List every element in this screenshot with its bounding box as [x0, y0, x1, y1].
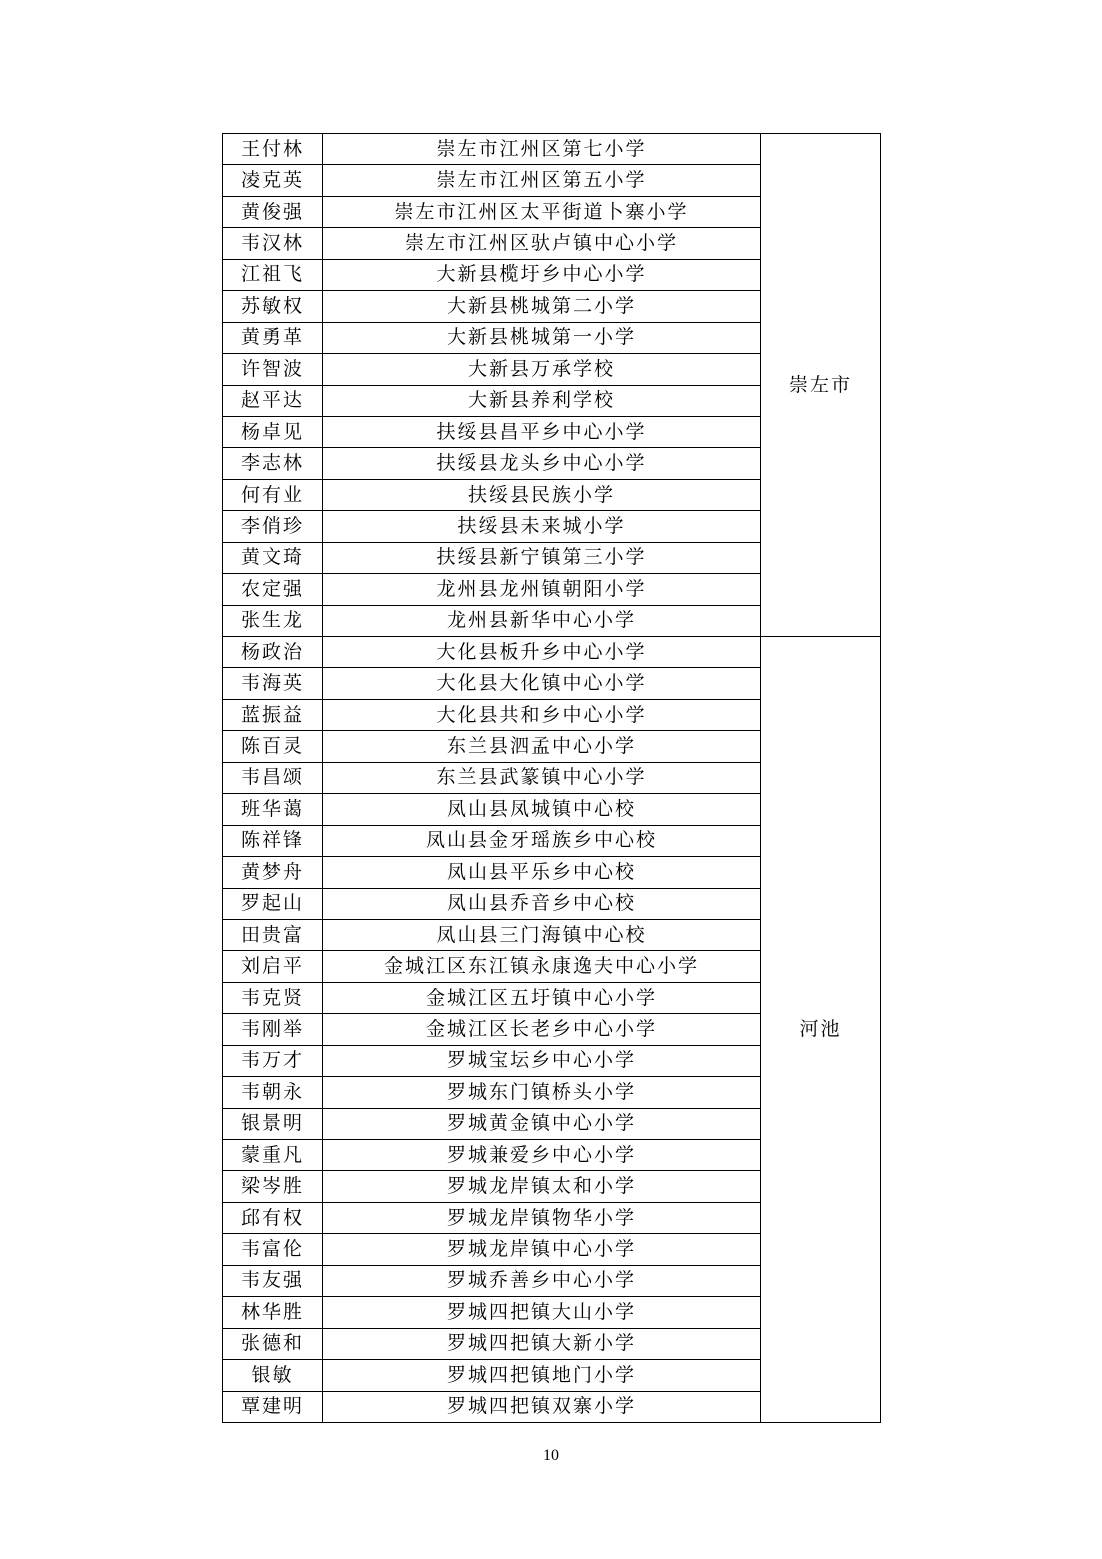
- school-cell: 罗城黄金镇中心小学: [323, 1108, 761, 1139]
- school-cell: 罗城兼爱乡中心小学: [323, 1140, 761, 1171]
- teacher-name-cell: 黄勇革: [223, 322, 323, 353]
- teacher-name-cell: 韦昌颂: [223, 762, 323, 793]
- school-cell: 罗城龙岸镇太和小学: [323, 1171, 761, 1202]
- school-cell: 大新县桃城第二小学: [323, 291, 761, 322]
- school-cell: 龙州县新华中心小学: [323, 605, 761, 636]
- teacher-name-cell: 覃建明: [223, 1391, 323, 1422]
- teacher-name-cell: 韦富伦: [223, 1234, 323, 1265]
- school-cell: 凤山县凤城镇中心校: [323, 794, 761, 825]
- school-cell: 大新县桃城第一小学: [323, 322, 761, 353]
- teacher-name-cell: 黄俊强: [223, 196, 323, 227]
- school-cell: 凤山县平乐乡中心校: [323, 857, 761, 888]
- school-cell: 金城江区长老乡中心小学: [323, 1014, 761, 1045]
- teacher-name-cell: 黄文琦: [223, 542, 323, 573]
- teacher-name-cell: 何有业: [223, 479, 323, 510]
- teacher-name-cell: 王付林: [223, 134, 323, 165]
- school-cell: 大化县大化镇中心小学: [323, 668, 761, 699]
- teacher-name-cell: 陈祥锋: [223, 825, 323, 856]
- teacher-name-cell: 邱有权: [223, 1202, 323, 1233]
- teacher-name-cell: 蓝振益: [223, 699, 323, 730]
- school-cell: 扶绥县昌平乡中心小学: [323, 416, 761, 447]
- roster-table: [222, 133, 881, 1423]
- school-cell: 扶绥县新宁镇第三小学: [323, 542, 761, 573]
- school-cell: 东兰县泗孟中心小学: [323, 731, 761, 762]
- teacher-name-cell: 班华蔼: [223, 794, 323, 825]
- school-cell: 大新县万承学校: [323, 354, 761, 385]
- teacher-name-cell: 韦朝永: [223, 1077, 323, 1108]
- school-cell: 罗城四把镇大山小学: [323, 1297, 761, 1328]
- teacher-name-cell: 苏敏权: [223, 291, 323, 322]
- table-row: [223, 134, 881, 165]
- teacher-name-cell: 张生龙: [223, 605, 323, 636]
- school-cell: 罗城乔善乡中心小学: [323, 1265, 761, 1296]
- school-cell: 东兰县武篆镇中心小学: [323, 762, 761, 793]
- teacher-name-cell: 陈百灵: [223, 731, 323, 762]
- teacher-name-cell: 梁岑胜: [223, 1171, 323, 1202]
- teacher-name-cell: 蒙重凡: [223, 1140, 323, 1171]
- school-cell: 凤山县三门海镇中心校: [323, 919, 761, 950]
- region-cell: 崇左市: [761, 134, 881, 637]
- teacher-name-cell: 罗起山: [223, 888, 323, 919]
- school-cell: 罗城宝坛乡中心小学: [323, 1045, 761, 1076]
- teacher-name-cell: 许智波: [223, 354, 323, 385]
- school-cell: 大化县共和乡中心小学: [323, 699, 761, 730]
- school-cell: 罗城四把镇双寨小学: [323, 1391, 761, 1422]
- teacher-name-cell: 韦海英: [223, 668, 323, 699]
- teacher-name-cell: 江祖飞: [223, 259, 323, 290]
- school-cell: 大新县养利学校: [323, 385, 761, 416]
- school-cell: 龙州县龙州镇朝阳小学: [323, 574, 761, 605]
- teacher-name-cell: 田贵富: [223, 919, 323, 950]
- teacher-name-cell: 李俏珍: [223, 511, 323, 542]
- school-cell: 罗城龙岸镇物华小学: [323, 1202, 761, 1233]
- teacher-name-cell: 刘启平: [223, 951, 323, 982]
- teacher-name-cell: 黄梦舟: [223, 857, 323, 888]
- school-cell: 扶绥县未来城小学: [323, 511, 761, 542]
- teacher-name-cell: 李志林: [223, 448, 323, 479]
- school-cell: 凤山县金牙瑶族乡中心校: [323, 825, 761, 856]
- school-cell: 罗城四把镇地门小学: [323, 1360, 761, 1391]
- teacher-name-cell: 银敏: [223, 1360, 323, 1391]
- teacher-name-cell: 农定强: [223, 574, 323, 605]
- school-cell: 崇左市江州区第七小学: [323, 134, 761, 165]
- school-cell: 凤山县乔音乡中心校: [323, 888, 761, 919]
- table-row: [223, 637, 881, 668]
- teacher-name-cell: 张德和: [223, 1328, 323, 1359]
- school-cell: 崇左市江州区驮卢镇中心小学: [323, 228, 761, 259]
- region-cell: 河池: [761, 637, 881, 1423]
- teacher-name-cell: 银景明: [223, 1108, 323, 1139]
- teacher-name-cell: 韦刚举: [223, 1014, 323, 1045]
- school-cell: 金城江区东江镇永康逸夫中心小学: [323, 951, 761, 982]
- teacher-name-cell: 凌克英: [223, 165, 323, 196]
- school-cell: 扶绥县龙头乡中心小学: [323, 448, 761, 479]
- school-cell: 罗城四把镇大新小学: [323, 1328, 761, 1359]
- teacher-name-cell: 韦万才: [223, 1045, 323, 1076]
- school-cell: 大化县板升乡中心小学: [323, 637, 761, 668]
- school-cell: 罗城东门镇桥头小学: [323, 1077, 761, 1108]
- teacher-name-cell: 韦克贤: [223, 982, 323, 1013]
- school-cell: 金城江区五圩镇中心小学: [323, 982, 761, 1013]
- teacher-name-cell: 韦汉林: [223, 228, 323, 259]
- school-cell: 崇左市江州区太平街道卜寨小学: [323, 196, 761, 227]
- school-cell: 扶绥县民族小学: [323, 479, 761, 510]
- page-number: 10: [543, 1447, 559, 1464]
- school-cell: 罗城龙岸镇中心小学: [323, 1234, 761, 1265]
- teacher-name-cell: 赵平达: [223, 385, 323, 416]
- teacher-name-cell: 杨政治: [223, 637, 323, 668]
- school-cell: 崇左市江州区第五小学: [323, 165, 761, 196]
- teacher-name-cell: 林华胜: [223, 1297, 323, 1328]
- roster-body: [223, 134, 881, 1423]
- teacher-name-cell: 韦友强: [223, 1265, 323, 1296]
- school-cell: 大新县榄圩乡中心小学: [323, 259, 761, 290]
- teacher-name-cell: 杨卓见: [223, 416, 323, 447]
